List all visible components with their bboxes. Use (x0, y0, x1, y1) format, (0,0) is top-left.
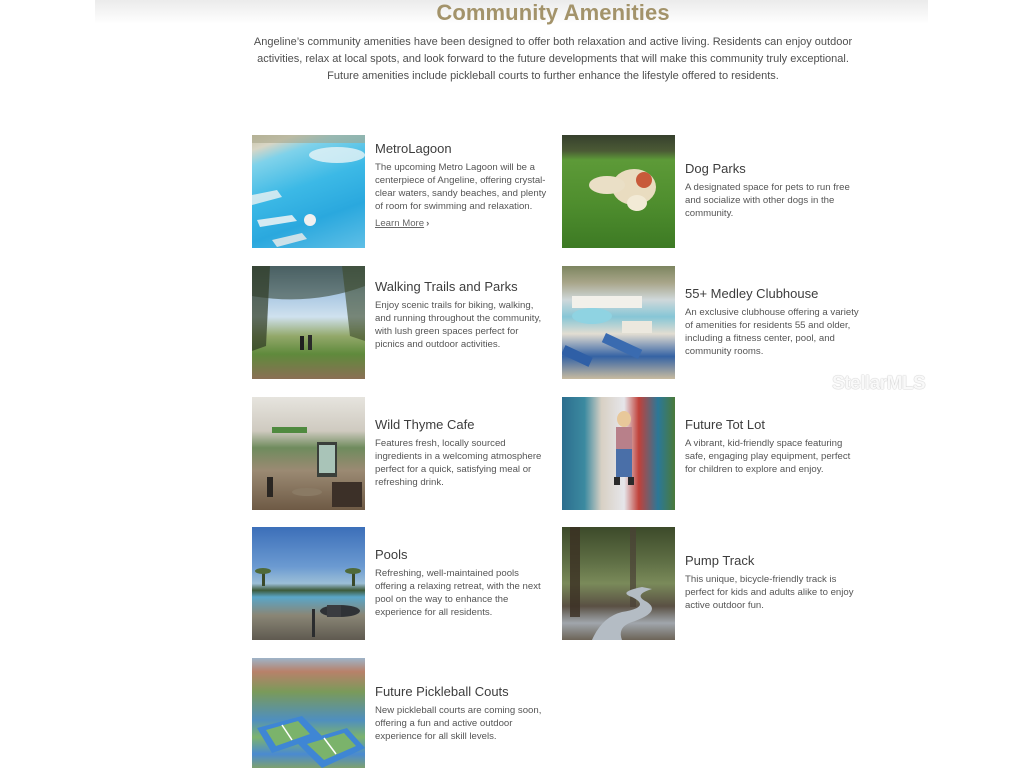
amenity-title: Future Tot Lot (685, 417, 765, 432)
intro-paragraph: Angeline’s community amenities have been designed to offer both relaxation and active living. Residents can enjoy outdoor activities, relax at local spots, and look forward to the future developments that will make this community truly exceptional. Future amenities include pickleball courts to further enhance the lifestyle offered to residents. (253, 36, 853, 82)
pickleball-illustration (252, 658, 365, 768)
chevron-right-icon: › (426, 218, 430, 229)
amenity-card-future-pickleball (252, 658, 552, 768)
amenity-card-metrolagoon (252, 135, 552, 249)
amenity-card-dog-parks (562, 135, 862, 249)
amenity-title: 55+ Medley Clubhouse (685, 286, 819, 301)
amenity-description: The upcoming Metro Lagoon will be a centerpiece of Angeline, offering crystal-clear waters, sandy beaches, and plenty of room for swimming and relaxation. (375, 162, 547, 212)
pickleball-courts-aerial-photo (252, 658, 365, 768)
clubhouse-aerial-photo (562, 266, 675, 379)
lagoon-aerial-photo (252, 135, 365, 248)
page-title: Community Amenities (436, 0, 670, 25)
amenity-description: Enjoy scenic trails for biking, walking, and running throughout the community, with lush green spaces perfect for picnics and outdoor activities. (375, 300, 542, 350)
cafe-illustration (252, 397, 365, 510)
amenity-description: New pickleball courts are coming soon, offering a fun and active outdoor experience for all skill levels. (375, 705, 542, 742)
amenity-card-pools (252, 527, 552, 641)
pool-illustration (252, 527, 365, 640)
amenity-card-future-tot-lot (562, 397, 862, 511)
amenity-title: Dog Parks (685, 161, 746, 176)
amenity-title: Walking Trails and Parks (375, 279, 518, 294)
cafe-interior-photo (252, 397, 365, 510)
amenity-title: Pump Track (685, 553, 755, 568)
pump-track-illustration (562, 527, 675, 640)
stellarmls-watermark: StellarMLS (832, 373, 926, 394)
walking-trail-photo (252, 266, 365, 379)
amenity-card-wild-thyme-cafe (252, 397, 552, 511)
amenity-card-pump-track (562, 527, 862, 641)
learn-more-label: Learn More (375, 218, 425, 229)
amenity-description: A vibrant, kid-friendly space featuring safe, engaging play equipment, perfect for children to explore and enjoy. (685, 438, 851, 475)
amenity-description: Refreshing, well-maintained pools offering a relaxing retreat, with the next pool on the way to enhance the experience for all residents. (375, 568, 541, 618)
dog-on-grass-photo (562, 135, 675, 248)
amenity-title: Wild Thyme Cafe (375, 417, 475, 432)
clubhouse-illustration (562, 266, 675, 379)
wooded-path-photo (562, 527, 675, 640)
child-on-slide-photo (562, 397, 675, 510)
amenity-title: MetroLagoon (375, 141, 452, 156)
amenity-card-walking-trails (252, 266, 552, 380)
pool-deck-photo (252, 527, 365, 640)
amenity-description: This unique, bicycle-friendly track is perfect for kids and adults alike to enjoy active outdoor fun. (685, 574, 854, 611)
lagoon-illustration (252, 135, 365, 248)
trail-illustration (252, 266, 365, 379)
amenity-description: Features fresh, locally sourced ingredients in a welcoming atmosphere perfect for a quick, satisfying meal or refreshing drink. (375, 438, 542, 488)
tot-lot-illustration (562, 397, 675, 510)
amenity-title: Pools (375, 547, 408, 562)
amenity-description: An exclusive clubhouse offering a variety of amenities for residents 55 and older, including a fitness center, pool, and community rooms. (685, 307, 859, 357)
amenity-title: Future Pickleball Couts (375, 684, 509, 699)
learn-more-link[interactable] (375, 218, 429, 229)
dog-illustration (562, 135, 675, 248)
amenity-description: A designated space for pets to run free and socialize with other dogs in the community. (685, 182, 850, 219)
amenity-card-medley-clubhouse (562, 266, 862, 380)
